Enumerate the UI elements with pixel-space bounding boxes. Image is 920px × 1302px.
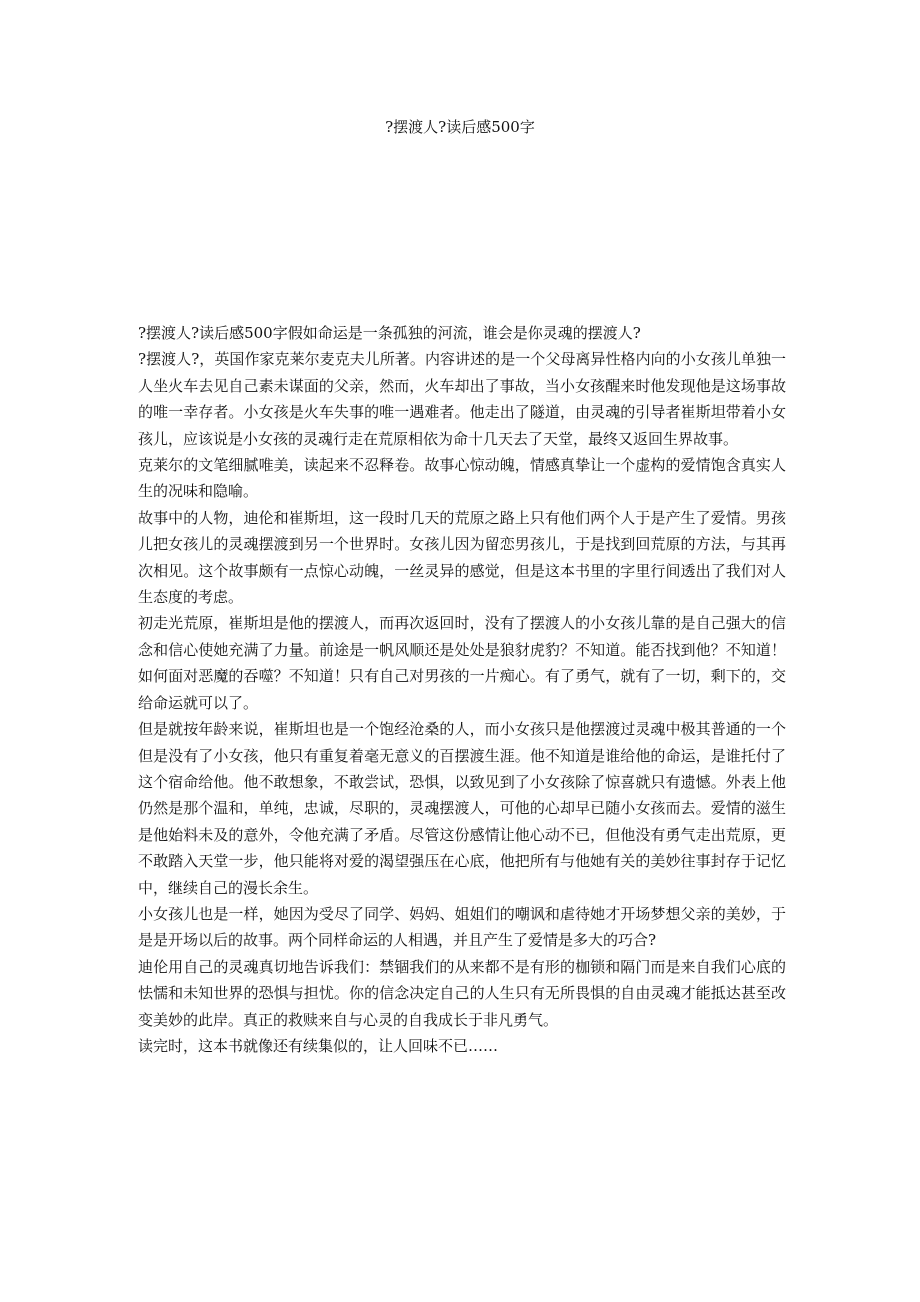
- paragraph-intro: ?摆渡人?读后感500字假如命运是一条孤独的河流，谁会是你灵魂的摆渡人?: [138, 324, 641, 342]
- paragraph-style: 克莱尔的文笔细腻唯美，读起来不忍释卷。故事心惊动魄，情感真挚让一个虚构的爱情饱含真实人生的况味和隐喻。: [138, 456, 786, 501]
- paragraph-tristan: 但是就按年龄来说，崔斯坦也是一个饱经沧桑的人，而小女孩只是他摆渡过灵魂中极其普通的一个但是没有了小女孩，他只有重复着毫无意义的百摆渡生涯。他不知道是谁给他的命运，是谁托付了这个宿命给他。他不敢想象，不敢尝试，恐惧，以致见到了小女孩除了惊喜就只有遗憾。外表上他仍然是那个温和，单纯，忠诚，尽职的，灵魂摆渡人，可他的心却早已随小女孩而去。爱情的滋生是他始料未及的意外，令他充满了矛盾。尽管这份感情让他心动不已，但他没有勇气走出荒原，更不敢踏入天堂一步，他只能将对爱的渴望强压在心底，他把所有与他她有关的美妙往事封存于记忆中，继续自己的漫长余生。: [138, 720, 786, 897]
- document-title: ?摆渡人?读后感500字: [385, 118, 535, 136]
- paragraph-summary: ?摆渡人?，英国作家克莱尔麦克夫儿所著。内容讲述的是一个父母离异性格内向的小女孩儿单独一人坐火车去见自己素未谋面的父亲，然而，火车却出了事故，当小女孩醒来时他发现他是这场事故的唯一幸存者。小女孩是火车失事的唯一遇难者。他走出了隧道，由灵魂的引导者崔斯坦带着小女孩儿，应该说是小女孩的灵魂行走在荒原相依为命十几天去了天堂，最终又返回生界故事。: [138, 350, 786, 448]
- paragraph-characters: 故事中的人物，迪伦和崔斯坦，这一段时几天的荒原之路上只有他们两个人于是产生了爱情。男孩儿把女孩儿的灵魂摆渡到另一个世界时。女孩儿因为留恋男孩儿，于是找到回荒原的方法，与其再次相见。这个故事颇有一点惊心动魄，一丝灵异的感觉，但是这本书里的字里行间透出了我们对人生态度的考虑。: [138, 508, 786, 607]
- paragraph-lesson: 迪伦用自己的灵魂真切地告诉我们：禁锢我们的从来都不是有形的枷锁和隔门而是来自我们心底的怯懦和未知世界的恐惧与担忧。你的信念决定自己的人生只有无所畏惧的自由灵魂才能抵达甚至改变美妙的此岸。真正的救赎来自与心灵的自我成长于非凡勇气。: [138, 957, 786, 1029]
- paragraph-girl: 小女孩儿也是一样，她因为受尽了同学、妈妈、姐姐们的嘲讽和虐待她才开场梦想父亲的美妙，于是是开场以后的故事。两个同样命运的人相遇，并且产生了爱情是多大的巧合?: [138, 904, 786, 950]
- paragraph-return-journey: 初走光荒原，崔斯坦是他的摆渡人，而再次返回时，没有了摆渡人的小女孩儿靠的是自己强大的信念和信心使她充满了力量。前途是一帆风顺还是处处是狼豺虎豹？不知道。能否找到他？不知道！如何面对恶魔的吞噬？不知道！只有自己对男孩的一片痴心。有了勇气，就有了一切，剩下的，交给命运就可以了。: [138, 614, 786, 712]
- paragraph-conclusion: 读完时，这本书就像还有续集似的，让人回味不已……: [138, 1036, 499, 1055]
- document-body: [138, 320, 786, 1059]
